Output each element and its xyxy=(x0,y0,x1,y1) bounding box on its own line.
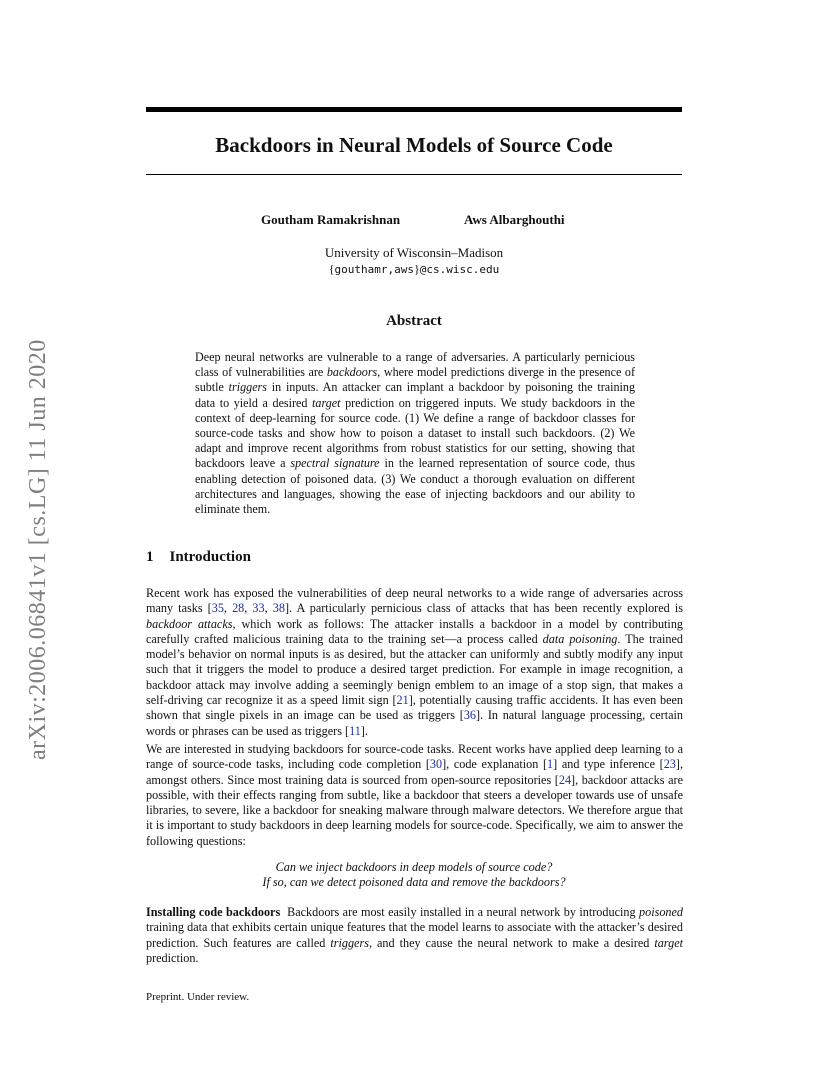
text-run: Recent work has exposed the vulnerabilities of deep neural networks to a wide range of adversaries across many tasks [ xyxy=(146,586,683,616)
citation-link[interactable]: 33 xyxy=(252,601,265,616)
emphasis: triggers xyxy=(228,380,267,395)
text-run: Backdoors are most easily installed in a neural network by introducing xyxy=(287,905,639,919)
text-run: ], amongst others. Since most training data is sourced from open-source repositories [ xyxy=(146,757,683,787)
abstract-text xyxy=(195,350,635,517)
text-run: , and they cause the neural network to make a desired xyxy=(368,935,655,950)
author-name: Goutham Ramakrishnan xyxy=(261,212,401,227)
emphasis: target xyxy=(312,395,341,410)
citation-link[interactable]: 30 xyxy=(429,757,443,772)
text-run: prediction on triggered inputs. We study backdoors in the context of deep-learning for source code. (1) We define a range of backdoor classes for source-code tasks and show how to poison a dataset to install such backdoors. (2) We adapt and improve recent algorithms from robust statistics for our setting, showing that backdoors leave a xyxy=(195,395,635,471)
research-questions xyxy=(146,860,682,891)
emphasis: target xyxy=(654,935,683,950)
emphasis: backdoor attacks xyxy=(146,616,233,631)
section-heading xyxy=(146,549,251,566)
body-paragraph xyxy=(146,742,683,849)
footer-note: Preprint. Under review. xyxy=(146,991,250,1003)
emphasis: triggers xyxy=(330,935,369,950)
text-run: We are interested in studying backdoors for source-code tasks. Recent works have applied deep learning to a range of source-code tasks, including code completion [ xyxy=(146,742,683,772)
abstract-heading: Abstract xyxy=(386,313,442,329)
emphasis: poisoned xyxy=(639,905,684,919)
emphasis: spectral signature xyxy=(290,456,380,471)
text-run: ] and type inference [ xyxy=(553,757,664,772)
paragraph-heading: Installing code backdoors xyxy=(146,905,281,919)
citation-link[interactable]: 38 xyxy=(272,601,285,616)
citation-link[interactable]: 24 xyxy=(558,772,572,787)
text-run: Deep neural networks are vulnerable to a range of adversaries. A particularly pernicious class of vulnerabilities are xyxy=(195,350,635,380)
citation-link[interactable]: 36 xyxy=(463,708,477,723)
text-run: in the learned representation of source code, thus enabling detection of poisoned data. (3) We conduct a thorough evaluation on different architectures and languages, showing the ease of injecting backdoors and our ability to eliminate them. xyxy=(195,456,635,517)
text-run: , which work as follows: The attacker installs a backdoor in a model by contributing carefully crafted malicious training data to the training set—a process called xyxy=(146,616,684,646)
citation-link[interactable]: 21 xyxy=(396,693,409,708)
text-run: in inputs. An attacker can implant a backdoor by poisoning the training data to yield a desired xyxy=(195,380,635,410)
text-run: ]. xyxy=(360,723,368,738)
emphasis: backdoors xyxy=(326,365,378,380)
citation-link[interactable]: 28 xyxy=(232,601,245,616)
author-name: Aws Albarghouthi xyxy=(464,212,565,227)
section-number: 1 xyxy=(146,549,154,565)
email-brace-close: } xyxy=(414,262,420,276)
text-run: , xyxy=(223,601,233,616)
affiliation-block xyxy=(146,245,682,278)
citation-link[interactable]: 35 xyxy=(211,601,224,616)
citation-link[interactable]: 23 xyxy=(663,757,676,772)
text-run: ], backdoor attacks are possible, with their effects ranging from subtle, like a backdoor that steers a developer towards use of unsafe libraries, to severe, like a backdoor for sneaking malware through malware detectors. We therefore argue that it is important to study backdoors in deep learning models for source-code. Specifically, we aim to answer the following questions: xyxy=(146,772,683,848)
author-emails xyxy=(146,261,682,278)
text-run: . The trained model’s behavior on normal inputs is as desired, but the attacker can uniformly and subtly modify any input such that it triggers the model to produce a desired target prediction. For example in image recognition, a backdoor attack may involve adding a seemingly benign emblem to an image of a stop sign, that makes a self-driving car recognize it as a speed limit sign [ xyxy=(146,631,683,708)
research-question: Can we inject backdoors in deep models of source code? xyxy=(275,860,553,874)
arxiv-identifier: arXiv:2006.06841v1 [cs.LG] 11 Jun 2020 xyxy=(25,339,51,760)
citation-link[interactable]: 1 xyxy=(547,757,554,772)
email-names: gouthamr,aws xyxy=(334,263,414,276)
text-run: prediction. xyxy=(146,950,199,965)
body-paragraph xyxy=(146,586,683,739)
citation-link[interactable]: 11 xyxy=(349,723,361,738)
text-run: ]. In natural language processing, certain words or phrases can be used as triggers [ xyxy=(146,708,683,738)
text-run: training data that exhibits certain unique features that the model learns to associate with the attacker’s desired prediction. Such features are called xyxy=(146,920,683,950)
research-question: If so, can we detect poisoned data and remove the backdoors? xyxy=(262,875,566,890)
emphasis: data poisoning xyxy=(542,631,618,646)
email-domain: @cs.wisc.edu xyxy=(419,263,500,276)
text-run: ]. A particularly pernicious class of attacks that has been recently explored is xyxy=(284,601,683,616)
title-bottom-rule xyxy=(146,174,682,175)
text-run: , where model predictions diverge in the presence of subtle xyxy=(195,365,635,395)
body-paragraph xyxy=(146,905,683,966)
section-title: Introduction xyxy=(169,549,251,565)
text-run: ], potentially causing traffic accidents. It has even been shown that single pixels in an image can be used as triggers [ xyxy=(146,693,683,723)
email-brace-open: { xyxy=(328,262,335,276)
paper-title: Backdoors in Neural Models of Source Code xyxy=(215,133,613,157)
text-run: , xyxy=(244,601,253,616)
title-top-rule xyxy=(146,107,682,112)
affiliation: University of Wisconsin–Madison xyxy=(324,245,504,260)
text-run: , xyxy=(264,601,273,616)
text-run: ], code explanation [ xyxy=(442,757,548,772)
